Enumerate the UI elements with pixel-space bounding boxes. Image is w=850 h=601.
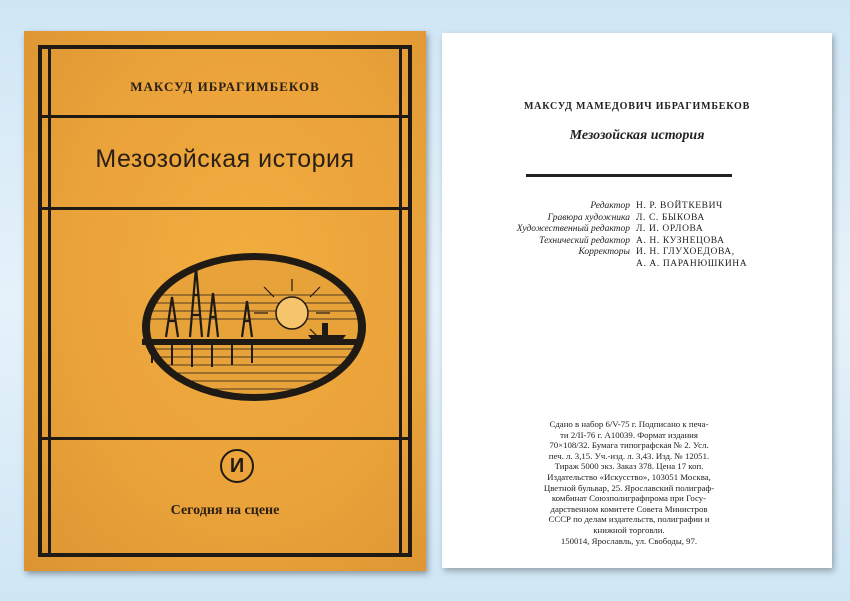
- imprint-line: книжной торговли.: [593, 524, 665, 535]
- imprint-block: [520, 419, 738, 546]
- title-page-title: Мезозойская история: [569, 128, 705, 143]
- credit-name: А. А. ПАРАНЮШКИНА: [636, 258, 748, 269]
- imprint-line: Тираж 5000 экз. Заказ 378. Цена 17 коп.: [554, 461, 704, 472]
- title-page-rule: [526, 174, 732, 177]
- credit-row: [442, 236, 832, 248]
- imprint-line: 150014, Ярославль, ул. Свободы, 97.: [560, 535, 698, 546]
- credit-row: [442, 247, 832, 259]
- credit-row: [442, 224, 832, 236]
- credit-role: Художественный редактор: [516, 224, 630, 234]
- credit-name: Л. С. БЫКОВА: [636, 212, 705, 223]
- credits-list: [442, 201, 832, 270]
- imprint-line: ти 2/II-76 г. А10039. Формат издания: [560, 429, 698, 440]
- title-page-author: МАКСУД МАМЕДОВИЧ ИБРАГИМБЕКОВ: [523, 101, 751, 112]
- publisher-logo-icon: И: [220, 449, 254, 483]
- credit-name: А. Н. КУЗНЕЦОВА: [636, 235, 725, 246]
- cover-frame: [38, 45, 412, 557]
- credit-role: Редактор: [590, 201, 630, 211]
- cover-rule-lower: [42, 437, 408, 440]
- credit-name: Н. Р. ВОЙТКЕВИЧ: [636, 201, 723, 211]
- imprint-line: Сдано в набор 6/V-75 г. Подписано к печа-: [549, 419, 709, 429]
- cover-author: МАКСУД ИБРАГИМБЕКОВ: [130, 79, 320, 94]
- credit-name: И. Н. ГЛУХОЕДОВА,: [636, 247, 735, 257]
- imprint-line: Цветной бульвар, 25. Ярославский полиграф-: [543, 482, 715, 493]
- title-page: [442, 33, 832, 568]
- cover-title: Мезозойская история: [95, 145, 355, 173]
- imprint-line: СССР по делам издательств, полиграфии и: [548, 514, 710, 525]
- cover-inner-right-rule: [399, 45, 402, 557]
- imprint-line: дарственном комитете Совета Министров: [550, 503, 708, 514]
- credit-row: [442, 259, 832, 271]
- cover-inner-left-rule: [48, 45, 51, 557]
- oil-derricks-engraving-icon: [132, 245, 372, 415]
- credit-role: Технический редактор: [539, 235, 630, 246]
- credit-row: [442, 213, 832, 225]
- book-cover: [24, 31, 426, 571]
- credit-role: Корректоры: [578, 247, 630, 257]
- cover-rule-top: [42, 115, 408, 118]
- imprint-line: 70×108/32. Бумага типографская № 2. Усл.: [549, 440, 709, 451]
- credit-row: [442, 201, 832, 213]
- imprint-line: печ. л. 3,15. Уч.-изд. л. 3,43. Изд. № 12051.: [548, 450, 710, 461]
- credit-role: Гравюра художника: [547, 212, 630, 223]
- cover-series: Сегодня на сцене: [170, 503, 280, 518]
- imprint-line: комбинат Союзполиграфпрома при Госу-: [551, 493, 707, 504]
- imprint-line: Издательство «Искусство», 103051 Москва,: [547, 471, 711, 482]
- cover-rule-middle: [42, 207, 408, 210]
- credit-name: Л. И. ОРЛОВА: [636, 224, 704, 234]
